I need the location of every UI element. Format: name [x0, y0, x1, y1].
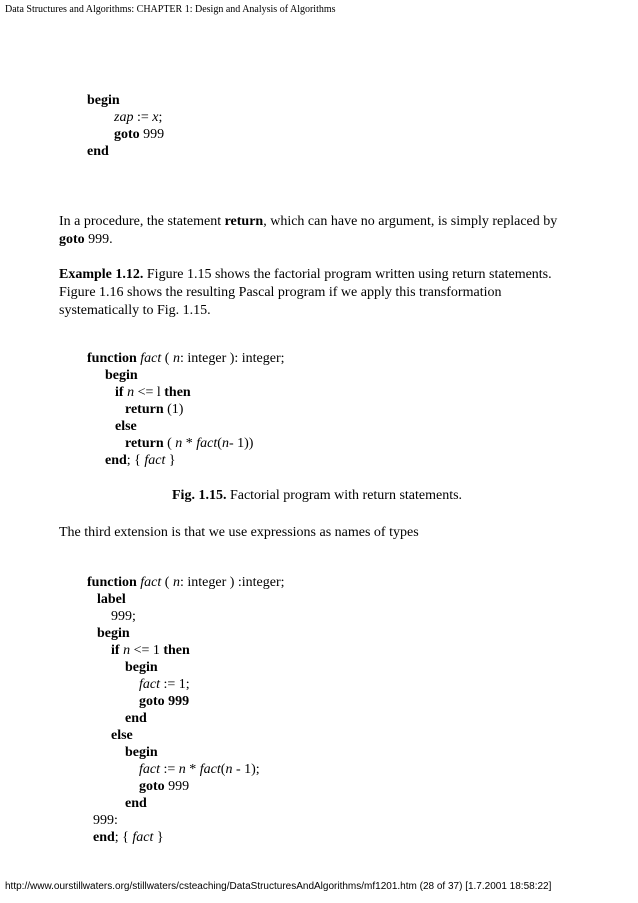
code-line: label — [97, 592, 126, 607]
code-line: begin — [105, 368, 138, 383]
code-line: function fact ( n: integer ) :integer; — [87, 575, 285, 590]
code-line: begin — [97, 626, 130, 641]
figure-caption: Fig. 1.15. Factorial program with return statements. — [172, 488, 463, 503]
code-line: 999; — [111, 609, 136, 624]
code-line: end; { fact } — [93, 830, 164, 845]
code-line: zap := x; — [114, 110, 163, 125]
code-line: end — [125, 711, 147, 726]
code-line: return (1) — [125, 402, 184, 417]
code-line: else — [111, 728, 133, 743]
code-line: 999: — [93, 813, 118, 828]
code-line: fact := 1; — [139, 677, 190, 692]
code-line: goto 999 — [139, 779, 190, 794]
page-header: Data Structures and Algorithms: CHAPTER 1: Design and Analysis of Algorithms — [5, 4, 336, 15]
paragraph: In a procedure, the statement return, which can have no argument, is simply replaced by goto 999. — [59, 214, 558, 247]
code-line: end — [87, 144, 109, 159]
code-line: begin — [87, 93, 120, 108]
code-line: goto 999 — [114, 127, 165, 142]
code-line: end; { fact } — [105, 453, 176, 468]
code-line: end — [125, 796, 147, 811]
code-line: if n <= l then — [115, 385, 191, 400]
code-line: else — [115, 419, 137, 434]
code-line: begin — [125, 660, 158, 675]
code-line: return ( n * fact(n- 1)) — [125, 436, 254, 451]
paragraph: The third extension is that we use expressions as names of types — [59, 525, 419, 540]
paragraph: Example 1.12. Figure 1.15 shows the factorial program written using return statements. Figure 1.16 shows the resulting Pascal program if we apply this transformation systematically to Fig. 1.15. — [59, 267, 552, 318]
code-line: begin — [125, 745, 158, 760]
code-line: fact := n * fact(n - 1); — [139, 762, 260, 777]
code-line: function fact ( n: integer ): integer; — [87, 351, 285, 366]
page-footer-url: http://www.ourstillwaters.org/stillwaters/csteaching/DataStructuresAndAlgorithms/mf1201.htm (28 of 37) [1.7.2001 18:58:22] — [5, 881, 552, 892]
code-line: goto 999 — [139, 694, 190, 709]
code-line: if n <= 1 then — [111, 643, 190, 658]
